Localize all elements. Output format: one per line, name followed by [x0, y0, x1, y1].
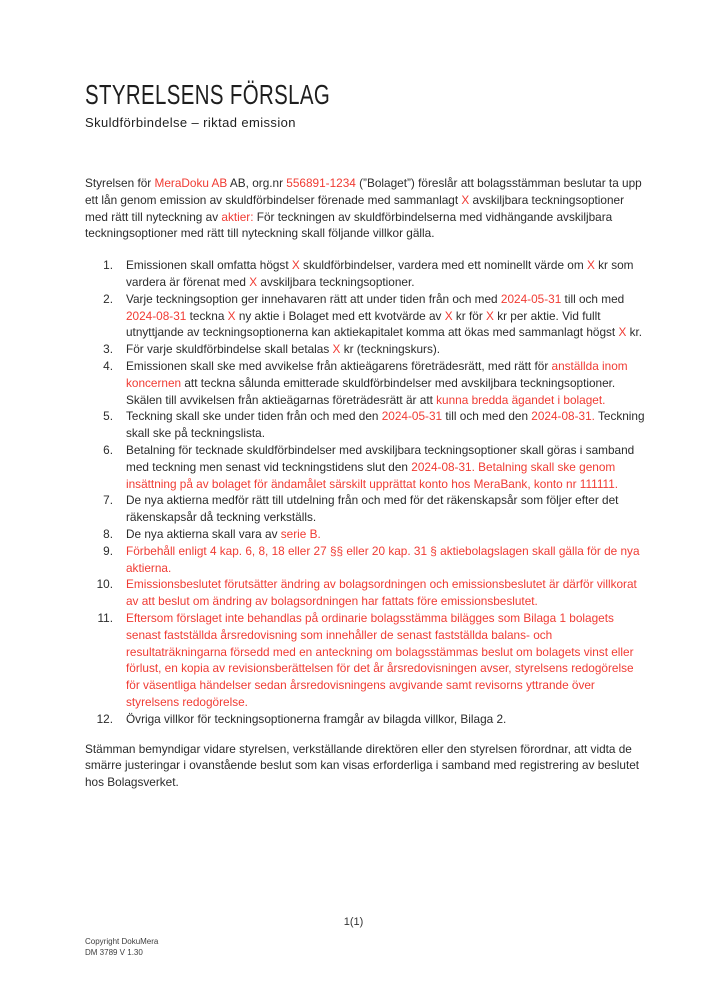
- editable-field-text: Emissionsbeslutet förutsätter ändring av bolagsordningen och emissionsbeslutet är därför villkorat av att beslut om ändring av bolagsordningen har fattats före emissionsbeslutet.: [126, 577, 637, 609]
- static-text: Övriga villkor för teckningsoptionerna framgår av bilagda villkor, Bilaga 2.: [126, 711, 507, 726]
- static-text: avskiljbara teckningsoptioner med rätt till nyteckning av: [85, 192, 625, 224]
- list-item: [85, 358, 648, 408]
- list-item: [85, 711, 648, 728]
- static-text: till och med den: [442, 409, 532, 424]
- editable-field-text: X: [461, 192, 470, 207]
- editable-field-text: X: [444, 308, 453, 323]
- list-item-number: 2.: [103, 291, 113, 306]
- static-text: kr.: [626, 325, 643, 340]
- static-text: För varje skuldförbindelse skall betalas: [126, 342, 333, 357]
- list-item-number: 7.: [103, 493, 113, 508]
- list-item-text: [126, 408, 648, 442]
- static-text: Teckning skall ske på teckningslista.: [126, 409, 645, 441]
- static-text: Stämman bemyndigar vidare styrelsen, verkställande direktören eller den styrelsen förordnar, att vidta de smärre justeringar i ovanstående beslut som kan visas erforderliga i samband med registrering av beslutet hos Bolagsverket.: [85, 741, 640, 790]
- closing-paragraph: [85, 741, 648, 791]
- list-item-text: [126, 442, 648, 492]
- copyright-block: [85, 936, 158, 958]
- list-item: [85, 291, 648, 341]
- document-version: DM 3789 V 1.30: [85, 948, 143, 957]
- editable-field-text: kunna bredda ägandet i bolaget.: [436, 392, 606, 407]
- static-text: teckna: [186, 308, 228, 323]
- list-item-text: [126, 526, 648, 543]
- editable-field-text: X: [291, 258, 300, 273]
- list-item-number: 4.: [103, 358, 113, 373]
- editable-field-text: serie B.: [280, 526, 321, 541]
- static-text: Betalning för tecknade skuldförbindelser med avskiljbara teckningsoptioner skall göras i samband med teckning men senast vid teckningstidens slut den: [126, 442, 635, 474]
- list-item-text: [126, 543, 648, 577]
- list-item-text: [126, 358, 648, 408]
- list-item: [85, 492, 648, 526]
- static-text: De nya aktierna medför rätt till utdelning från och med för det räkenskapsår som följer efter det räkenskapsår då teckning verkställs.: [126, 493, 619, 525]
- editable-field-text: Eftersom förslaget inte behandlas på ordinarie bolagsstämma bilägges som Bilaga 1 bolagets senast fastställda årsredovisning som innehåller de senast fastställda balans- och resultaträkningarna försedd med en anteckning om bolagsstämmas beslut om bolagets vinst eller förlust, en kopia av revisionsberättelsen för det år årsredovisningen avser, styrelsens redogörelse för väsentliga händelser sedan årsredovisningens avgivande samt revisorns yttrande över styrelsens redogörelse.: [126, 610, 634, 709]
- list-item-text: [126, 711, 648, 728]
- static-text: avskiljbara teckningsoptioner.: [257, 274, 415, 289]
- editable-field-text: 2024-05-31: [500, 291, 562, 306]
- list-item-text: [126, 291, 648, 341]
- list-item-text: [126, 341, 648, 358]
- list-item: [85, 257, 648, 291]
- copyright-text: Copyright DokuMera: [85, 937, 159, 946]
- static-text: till och med: [561, 291, 625, 306]
- static-text: Teckning skall ske under tiden från och med den: [126, 409, 382, 424]
- list-item-number: 11.: [97, 610, 113, 625]
- static-text: Emissionen skall omfatta högst: [126, 258, 292, 273]
- list-item: [85, 610, 648, 711]
- list-item: [85, 526, 648, 543]
- static-text: AB, org.nr: [227, 176, 287, 190]
- list-item-number: 9.: [103, 543, 113, 558]
- clause-list: [85, 257, 648, 727]
- static-text: Styrelsen för: [85, 176, 155, 190]
- editable-field-text: Förbehåll enligt 4 kap. 6, 8, 18 eller 27 §§ eller 20 kap. 31 § aktiebolagslagen skall gälla för de nya aktierna.: [126, 543, 640, 575]
- editable-field-text: 2024-08-31. Betalning skall ske genom insättning på av bolaget för ändamålet särskilt upprättat konto hos MeraBank, konto nr 111111.: [126, 459, 619, 491]
- static-text: Varje teckningsoption ger innehavaren rätt att under tiden från och med: [126, 291, 501, 306]
- editable-field-text: aktier:: [221, 209, 254, 224]
- list-item-text: [126, 257, 648, 291]
- editable-field-text: 2024-05-31: [381, 409, 443, 424]
- static-text: För teckningen av skuldförbindelserna med vidhängande avskiljbara teckningsoptioner med rätt till nyteckning skall följande villkor gälla.: [85, 209, 613, 241]
- editable-field-text: MeraDoku AB: [154, 176, 228, 190]
- static-text: kr per aktie. Vid fullt utnyttjande av teckningsoptionerna kan aktiekapitalet komma att ökas med sammanlagt högst: [126, 308, 619, 340]
- editable-field-text: X: [586, 258, 595, 273]
- editable-field-text: X: [227, 308, 236, 323]
- static-text: kr som vardera är förenat med: [126, 258, 634, 289]
- static-text: ny aktie i Bolaget med ett kvotvärde av: [235, 308, 445, 323]
- static-text: skuldförbindelser, vardera med ett nominellt värde om: [299, 258, 587, 273]
- list-item: [85, 576, 648, 610]
- editable-field-text: anställda inom koncernen: [126, 358, 628, 390]
- list-item-number: 8.: [103, 526, 113, 541]
- list-item-text: [126, 610, 648, 711]
- static-text: (”Bolaget”) föreslår att bolagsstämman beslutar ta upp ett lån genom emission av skuldförbindelser förenade med sammanlagt: [85, 176, 642, 207]
- document-content: [85, 78, 648, 791]
- page-number: 1(1): [343, 916, 364, 928]
- editable-field-text: X: [618, 325, 627, 340]
- static-text: Emissionen skall ske med avvikelse från aktieägarens företrädesrätt, med rätt för: [126, 358, 552, 373]
- static-text: kr för: [452, 308, 487, 323]
- list-item-number: 12.: [96, 711, 113, 726]
- static-text: De nya aktierna skall vara av: [126, 526, 281, 541]
- editable-field-text: 2024-08-31.: [531, 409, 595, 424]
- editable-field-text: X: [332, 342, 341, 357]
- list-item-text: [126, 576, 648, 610]
- list-item: [85, 341, 648, 358]
- editable-field-text: X: [486, 308, 494, 323]
- list-item-number: 6.: [103, 442, 113, 457]
- editable-field-text: 2024-08-31: [126, 308, 187, 323]
- list-item-number: 1.: [103, 258, 113, 273]
- page-subtitle: Skuldförbindelse – riktad emission: [85, 115, 296, 130]
- list-item-number: 10.: [96, 577, 113, 592]
- editable-field-text: X: [249, 274, 258, 289]
- static-text: att teckna sålunda emitterade skuldförbindelser med avskiljbara teckningsoptioner. Skälen till avvikelsen från aktieägarnas företrädesrätt är att: [126, 375, 616, 407]
- intro-paragraph: [85, 175, 648, 242]
- editable-field-text: 556891-1234: [286, 176, 356, 190]
- list-item: [85, 442, 648, 492]
- page-title: STYRELSENS FÖRSLAG: [85, 79, 331, 110]
- static-text: kr (teckningskurs).: [340, 342, 441, 357]
- list-item-number: 3.: [103, 342, 113, 357]
- list-item: [85, 543, 648, 577]
- list-item: [85, 408, 648, 442]
- list-item-text: [126, 492, 648, 526]
- list-item-number: 5.: [103, 409, 113, 424]
